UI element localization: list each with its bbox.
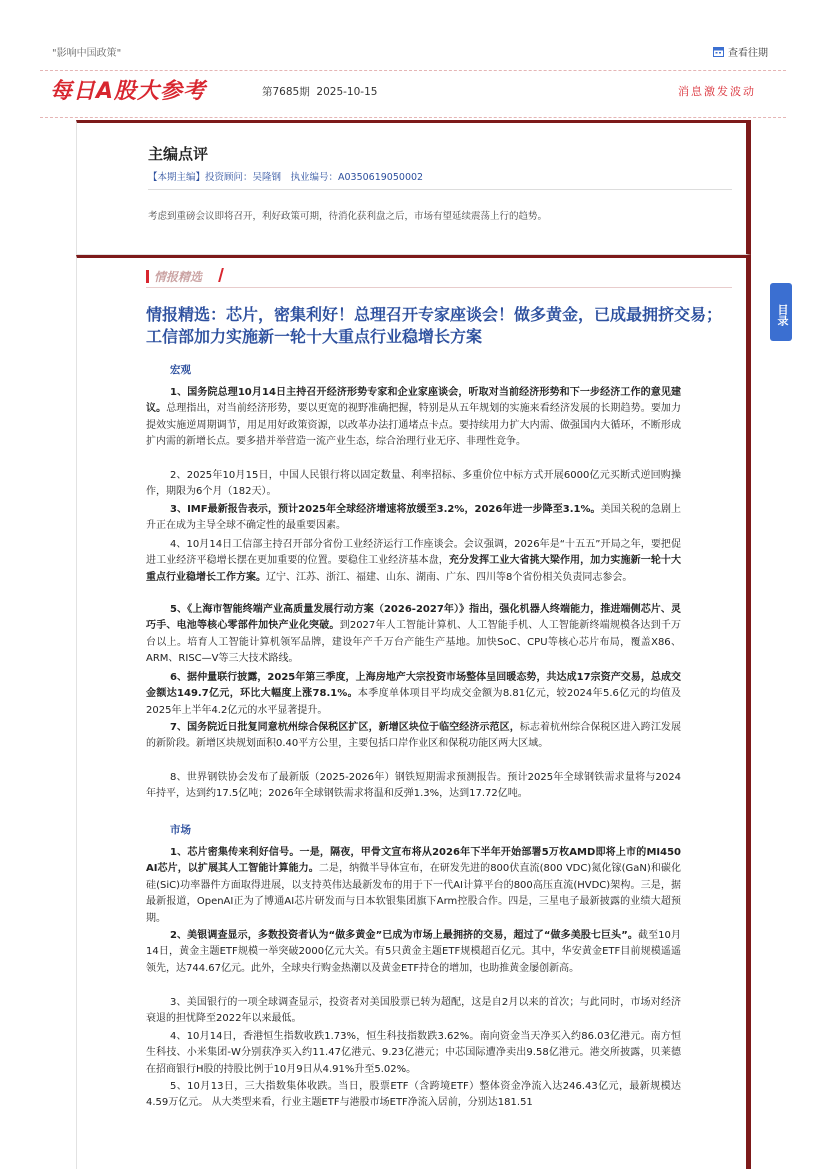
history-link-label: 查看往期 xyxy=(728,48,768,59)
macro-item-6: 6、据仲量联行披露，2025年第三季度，上海房地产大宗投资市场整体呈回暖态势，共达成17宗资产交易，总成交金额达149.7亿元，环比大幅度上涨78.1%。本季度单体项目平均成交金额为8.81亿元，较2024年5.6亿元的均值及2025年上半年4.2亿元的水平显著提升。 xyxy=(146,672,681,716)
market-item-1: 1、芯片密集传来利好信号。一是，隔夜，甲骨文宣布将从2026年下半年开始部署5万枚AMD即将上市的MI450 AI芯片，以扩展其人工智能计算能力。二是，纳微半导体宣布，在研发先进的800伏直流(800 VDC)氮化镓(GaN)和碳化硅(SiC)功率器件方面取得进展，以支持英伟达最新发布的用于下一代AI计算平台的800高压直流(HVDC)架构。三是，据最新报道，OpenAI正为了博通AI芯片研发而与日本软银集团旗下Arm控股合作。四是，三星电子最新披露的业绩大超预期。 xyxy=(146,847,681,924)
history-link[interactable] xyxy=(713,44,768,59)
issue-number: 第7685期 xyxy=(262,86,310,98)
editorial-title: 主编点评 xyxy=(148,145,209,163)
toc-tab[interactable]: 目录 xyxy=(770,283,792,341)
editorial-box xyxy=(76,120,751,255)
macro-item-7: 7、国务院近日批复同意杭州综合保税区扩区，新增区块位于临空经济示范区，标志着杭州综合保税区进入跨江发展的新阶段。新增区块规划面积0.40平方公里，主要包括口岸作业区和保税功能区两大区域。 xyxy=(146,722,681,750)
macro-item-3: 3、IMF最新报告表示，预计2025年全球经济增速将放缓至3.2%，2026年进一步降至3.1%。美国关税的急剧上升正在成为主导全球不确定性的最重要因素。 xyxy=(146,504,682,532)
macro-item-1: 1、国务院总理10月14日主持召开经济形势专家和企业家座谈会，听取对当前经济形势和下一步经济工作的意见建议。总理指出，对当前经济形势，要以更宽的视野准确把握，特别是从五年规划的实施来看经济发展的长期趋势。要加力提效实施逆周期调节，用足用好政策资源，以改革办法打通堵点卡点。要持续用力扩大内需、做强国内大循环，不断形成扩内需的新增长点。要多措并举营造一流产业生态，综合治理行业无序、非理性竞争。 xyxy=(146,387,682,448)
market-item-4: 4、10月14日，香港恒生指数收跌1.73%，恒生科技指数跌3.62%。南向资金当天净买入约86.03亿港元。南方恒生科技、小米集团-W分别获净买入约11.47亿港元、9.23亿港元；中芯国际遭净卖出9.58亿港元。港交所披露，贝莱德在招商银行H股的持股比例于10月9日从4.91%升至5.02%。 xyxy=(146,1031,681,1075)
slogan: 消息激发波动 xyxy=(678,85,756,98)
macro-item-5: 5、《上海市智能终端产业高质量发展行动方案（2026-2027年）》指出，强化机器人终端能力，推进端侧芯片、灵巧手、电池等核心零部件加快产业化突破。到2027年人工智能计算机、人工智能手机、人工智能新终端规模各达到千万台以上。培育人工智能计算机领军品牌，建设年产千万台产能生产基地。加快SoC、CPU等核心芯片布局，覆盖X86、ARM、RISC—V等三大技术路线。 xyxy=(146,604,682,665)
macro-item-8: 8、世界钢铁协会发布了最新版（2025-2026年）钢铁短期需求预测报告。预计2025年全球钢铁需求量将与2024年持平，达到约17.5亿吨；2026年全球钢铁需求将温和反弹1.3%，达到17.72亿吨。 xyxy=(146,772,681,800)
section-tag: 情报精选 xyxy=(146,268,202,285)
market-item-2: 2、美银调查显示，多数投资者认为“做多黄金”已成为市场上最拥挤的交易，超过了“做多美股七巨头”。截至10月14日，黄金主题ETF规模一举突破2000亿元大关。有5只黄金主题ETF规模超百亿元。其中，华安黄金ETF目前规模遥遥领先，达744.67亿元。此外，全球央行购金热潮以及黄金ETF持仓的增加，也助推黄金屡创新高。 xyxy=(146,930,681,974)
market-heading: 市场 xyxy=(170,824,191,836)
tagline: "影响中国政策" xyxy=(52,48,122,59)
divider xyxy=(148,189,732,190)
market-item-5: 5、10月13日，三大指数集体收跌。当日，股票ETF（含跨境ETF）整体资金净流入达246.43亿元，最新规模达4.59万亿元。 从大类型来看，行业主题ETF与港股市场ETF净流入居前，分别达181.51 xyxy=(146,1081,681,1109)
editorial-text: 考虑到重磅会议即将召开，利好政策可期，待消化获利盘之后，市场有望延续震荡上行的趋势。 xyxy=(148,211,548,222)
logo: 每日A股大参考 xyxy=(50,79,207,104)
macro-item-4: 4、10月14日工信部主持召开部分省份工业经济运行工作座谈会。会议强调，2026年是“十五五”开局之年，要把促进工业经济平稳增长摆在更加重要的位置。要稳住工业经济基本盘，充分发挥工业大省挑大梁作用，加力实施新一轮十大重点行业稳增长工作方案。辽宁、江苏、浙江、福建、山东、湖南、广东、四川等8个省份相关负责同志参会。 xyxy=(146,539,682,583)
calendar-icon xyxy=(713,46,724,57)
issue-info xyxy=(262,84,377,99)
section-divider xyxy=(146,287,732,288)
macro-heading: 宏观 xyxy=(170,364,191,376)
market-item-3: 3、美国银行的一项全球调查显示，投资者对美国股票已转为超配，这是自2月以来的首次；与此同时，市场对经济衰退的担忧降至2022年以来最低。 xyxy=(146,997,681,1025)
macro-item-2: 2、2025年10月15日，中国人民银行将以固定数量、利率招标、多重价位中标方式开展6000亿元买断式逆回购操作，期限为6个月（182天）。 xyxy=(146,470,681,498)
editorial-meta: 【本期主编】投资顾问：吴隆钢 执业编号：A0350619050002 xyxy=(148,172,424,183)
issue-date: 2025-10-15 xyxy=(316,86,378,98)
headline: 情报精选：芯片，密集利好！总理召开专家座谈会！做多黄金，已成最拥挤交易；工信部加力实施新一轮十大重点行业稳增长方案 xyxy=(146,305,723,346)
